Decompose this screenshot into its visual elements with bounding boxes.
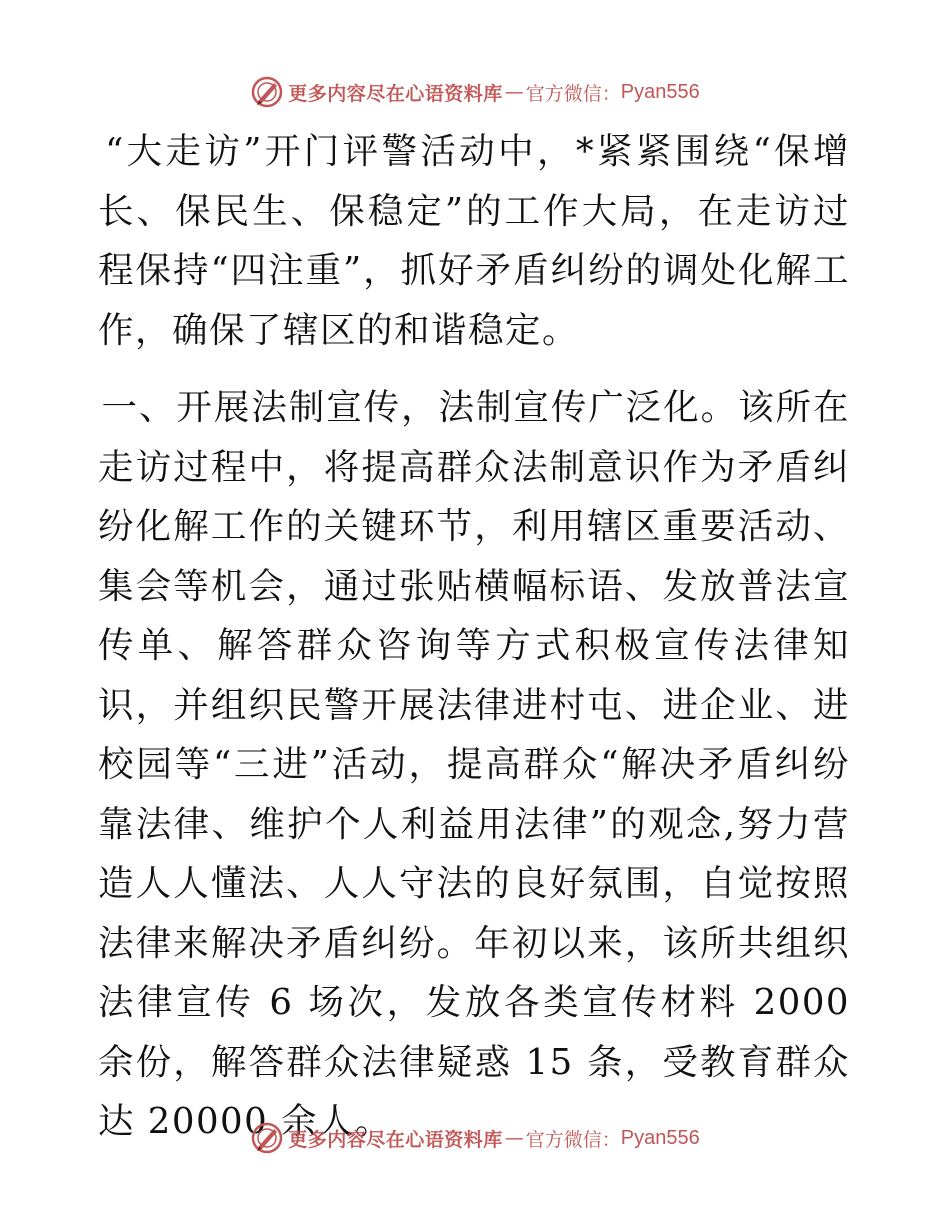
- watermark-dash: —: [504, 1127, 524, 1149]
- watermark-wechat-id: Pyan556: [620, 1126, 700, 1149]
- watermark-dash: —: [504, 81, 524, 103]
- pen-circle-logo-icon: [250, 1121, 284, 1155]
- watermark-main-text: 更多内容尽在心语资料库: [288, 1128, 503, 1151]
- watermark-wechat-label: 官方微信：: [525, 82, 621, 105]
- watermark-main-text: 更多内容尽在心语资料库: [288, 82, 503, 105]
- paragraph-intro: “大走访”开门评警活动中，*紧紧围绕“保增长、保民生、保稳定”的工作大局，在走访过程保持“四注重”，抓好矛盾纠纷的调处化解工作，确保了辖区的和谐稳定。: [98, 131, 850, 351]
- document-body: [98, 122, 850, 1152]
- pen-circle-logo-icon: [250, 75, 284, 109]
- watermark-wechat-label: 官方微信：: [525, 1128, 621, 1151]
- header-watermark: [0, 72, 950, 112]
- paragraph-section-one: 一、开展法制宣传，法制宣传广泛化。该所在走访过程中，将提高群众法制意识作为矛盾纠纷化解工作的关键环节，利用辖区重要活动、集会等机会，通过张贴横幅标语、发放普法宣传单、解答群众咨询等方式积极宣传法律知识，并组织民警开展法律进村屯、进企业、进校园等“三进”活动，提高群众“解决矛盾纠纷靠法律、维护个人利益用法律”的观念,努力营造人人懂法、人人守法的良好氛围，自觉按照法律来解决矛盾纠纷。年初以来，该所共组织法律宣传 6 场次，发放各类宣传材料 2000 余份，解答群众法律疑惑 15 条，受教育群众达 20000 余人。: [98, 387, 850, 1142]
- footer-watermark: [0, 1118, 950, 1158]
- watermark-wechat-id: Pyan556: [620, 80, 700, 103]
